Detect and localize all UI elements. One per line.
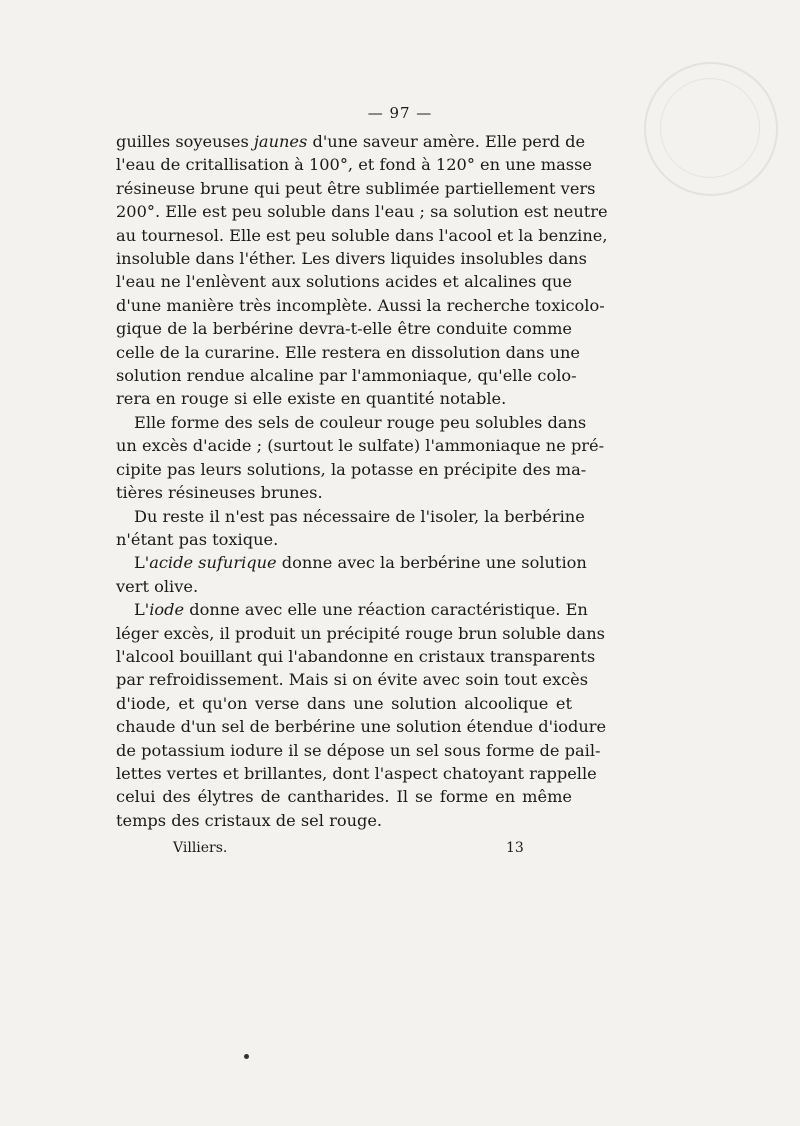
text-line bbox=[116, 692, 572, 715]
text-line bbox=[116, 270, 572, 293]
text-line bbox=[116, 130, 586, 153]
ink-speck bbox=[244, 1054, 249, 1059]
text-run: L' bbox=[134, 600, 150, 620]
text-line bbox=[116, 598, 588, 621]
text-line bbox=[116, 645, 596, 668]
text-run: donne avec elle une réaction caractéristique. En bbox=[184, 600, 588, 620]
text-run: l'eau de critallisation à 100°, et fond à 120° en une masse bbox=[116, 155, 592, 175]
text-line bbox=[116, 224, 608, 247]
text-run: insoluble dans l'éther. Les divers liquides insolubles dans bbox=[116, 249, 587, 269]
text-line bbox=[116, 762, 597, 785]
text-line bbox=[116, 434, 605, 457]
text-run: solution rendue alcaline par l'ammoniaque, qu'elle colo- bbox=[116, 366, 577, 386]
text-line bbox=[116, 317, 572, 340]
italic-term: acide sufurique bbox=[149, 553, 277, 573]
text-line bbox=[116, 177, 596, 200]
text-line bbox=[116, 622, 605, 645]
text-run: au tournesol. Elle est peu soluble dans l'acool et la benzine, bbox=[116, 225, 608, 245]
text-line bbox=[116, 294, 605, 317]
text-line bbox=[116, 505, 585, 528]
text-run: un excès d'acide ; (surtout le sulfate) l'ammoniaque ne pré- bbox=[116, 436, 605, 456]
footer-author: Villiers. bbox=[173, 840, 228, 856]
text-line bbox=[116, 785, 572, 808]
text-line bbox=[116, 481, 572, 504]
footer bbox=[0, 840, 800, 860]
text-run: rera en rouge si elle existe en quantité notable. bbox=[116, 389, 507, 409]
text-line bbox=[116, 153, 592, 176]
text-run: l'eau ne l'enlèvent aux solutions acides et alcalines que bbox=[116, 272, 572, 292]
text-line bbox=[116, 715, 607, 738]
italic-term: jaunes bbox=[253, 132, 308, 151]
text-line bbox=[116, 200, 608, 223]
text-run: de potassium iodure il se dépose un sel sous forme de pail- bbox=[116, 740, 601, 760]
italic-term: iode bbox=[149, 600, 185, 620]
text-run: celui des élytres de cantharides. Il se forme en même bbox=[116, 787, 572, 807]
text-run: L' bbox=[134, 553, 150, 573]
text-run: donne avec la berbérine une solution bbox=[276, 553, 587, 573]
text-line bbox=[116, 341, 580, 364]
text-line bbox=[116, 387, 572, 410]
text-run: guilles soyeuses bbox=[116, 132, 254, 151]
text-line bbox=[116, 247, 587, 270]
text-run: léger excès, il produit un précipité rouge brun soluble dans bbox=[116, 623, 605, 643]
text-run: celle de la curarine. Elle restera en dissolution dans une bbox=[116, 342, 580, 362]
text-run: 200°. Elle est peu soluble dans l'eau ; sa solution est neutre bbox=[116, 202, 608, 222]
text-line bbox=[116, 411, 587, 434]
page-number: — 97 — bbox=[367, 104, 433, 122]
text-run: chaude d'un sel de berbérine une solution étendue d'iodure bbox=[116, 717, 607, 737]
text-run: tières résineuses brunes. bbox=[116, 483, 323, 503]
text-run: d'une manière très incomplète. Aussi la recherche toxicolo- bbox=[116, 295, 605, 315]
text-run: gique de la berbérine devra-t-elle être conduite comme bbox=[116, 319, 572, 339]
text-run: vert olive. bbox=[116, 576, 199, 596]
text-run: d'une saveur amère. Elle perd de bbox=[307, 132, 586, 151]
text-line bbox=[116, 809, 572, 832]
text-line bbox=[116, 575, 572, 598]
text-run: l'alcool bouillant qui l'abandonne en cristaux transparents bbox=[116, 646, 596, 666]
text-run: lettes vertes et brillantes, dont l'aspect chatoyant rappelle bbox=[116, 763, 597, 783]
text-run: résineuse brune qui peut être sublimée partiellement vers bbox=[116, 178, 596, 198]
text-run: n'étant pas toxique. bbox=[116, 529, 279, 549]
footer-signature-mark: 13 bbox=[506, 840, 524, 856]
text-run: d'iode, et qu'on verse dans une solution alcoolique et bbox=[116, 693, 572, 713]
text-line bbox=[116, 739, 601, 762]
body-text bbox=[116, 130, 608, 832]
text-run: Elle forme des sels de couleur rouge peu solubles dans bbox=[134, 412, 587, 432]
text-line bbox=[116, 458, 587, 481]
library-stamp bbox=[644, 62, 778, 196]
text-line bbox=[116, 551, 587, 574]
text-line bbox=[116, 528, 572, 551]
text-run: cipite pas leurs solutions, la potasse en précipite des ma- bbox=[116, 459, 587, 479]
text-line bbox=[116, 364, 577, 387]
text-line bbox=[116, 668, 589, 691]
text-run: Du reste il n'est pas nécessaire de l'isoler, la berbérine bbox=[134, 506, 585, 526]
text-run: temps des cristaux de sel rouge. bbox=[116, 810, 383, 830]
text-run: par refroidissement. Mais si on évite avec soin tout excès bbox=[116, 670, 589, 690]
